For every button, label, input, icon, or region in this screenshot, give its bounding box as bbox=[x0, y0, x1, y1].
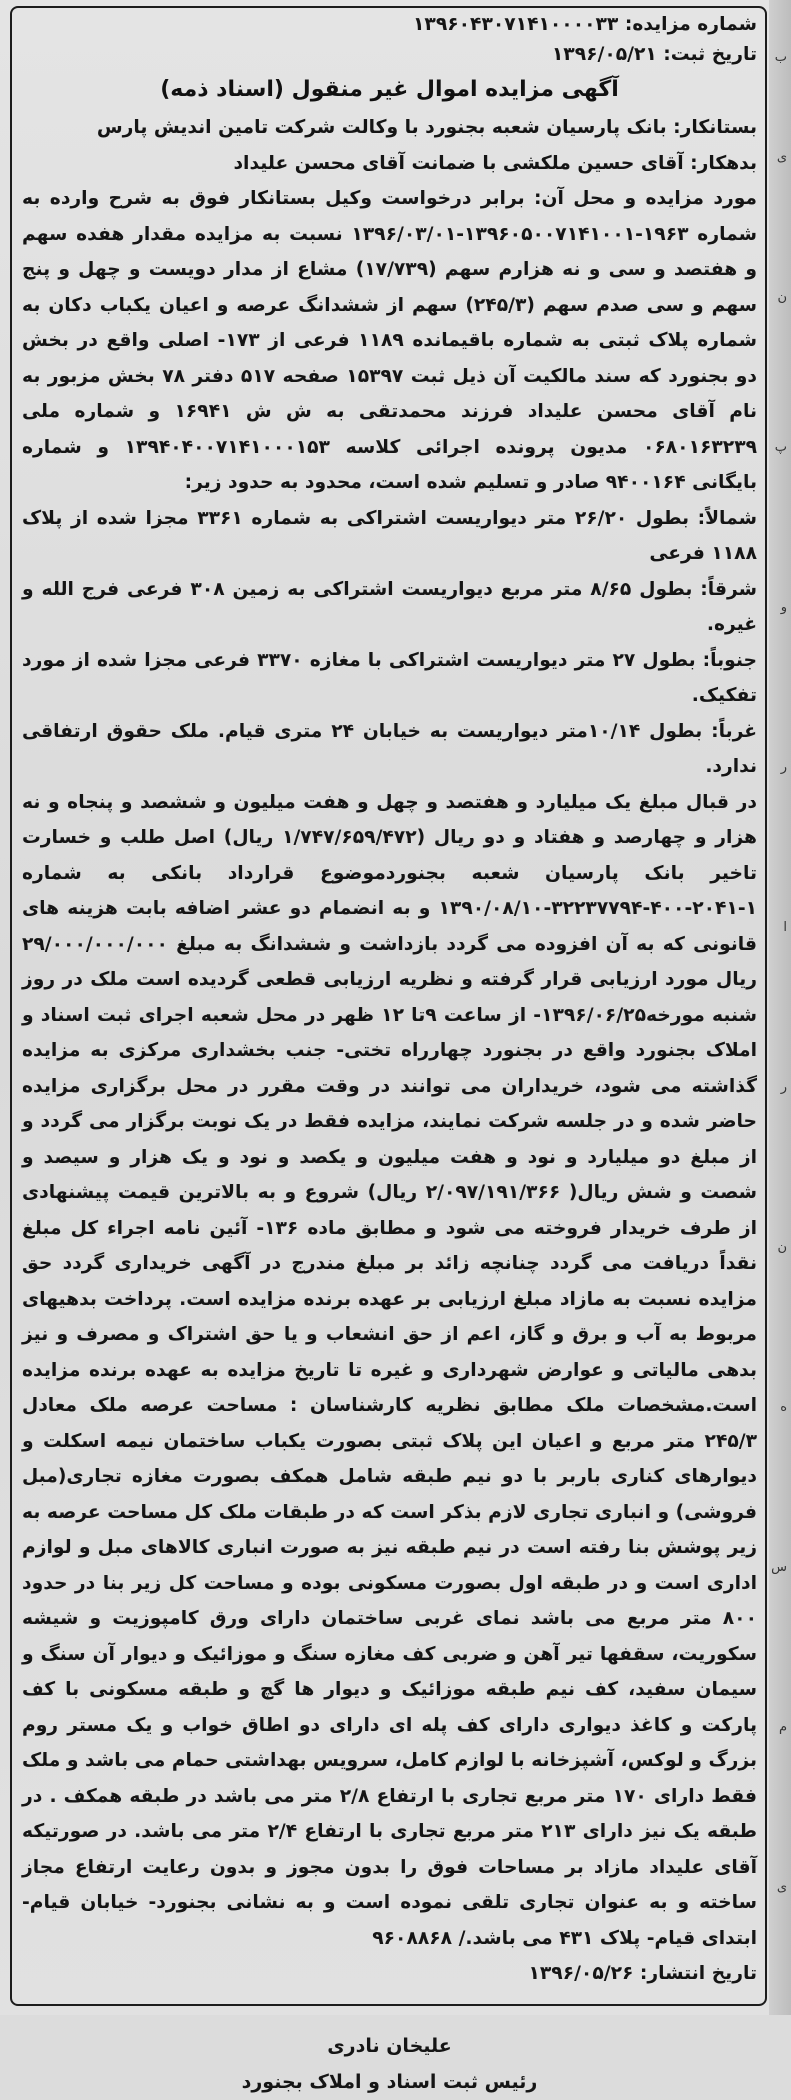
auction-terms-paragraph: در قبال مبلغ یک میلیارد و هفتصد و چهل و هفت میلیون و ششصد و پنجاه و نه هزار و چهارصد و هفتاد و دو ریال (۱/۷۴۷/۶۵۹/۴۷۲ ریال) اصل طلب و خسارت تاخیر بانک پارسیان شعبه بجنوردموضوع قرارداد بانکی به شماره ۱-۲۰۴۱-۴۰۰-۳۲۲۳۷۷۹۴-۱۳۹۰/۰۸/۱۰ و به انضمام دو عشر اضافه بابت هزینه های قانونی که به آن افزوده می گردد بازداشت و ششدانگ به مبلغ ۲۹/۰۰۰/۰۰۰/۰۰۰ ریال مورد ارزیابی قرار گرفته و نظریه ارزیابی قطعی گردیده است ملک در روز شنبه مورخه۱۳۹۶/۰۶/۲۵- از ساعت ۹تا ۱۲ ظهر در محل شعبه اجرای ثبت اسناد و املاک بجنورد واقع در بجنورد چهارراه تختی- جنب بخشداری مرکزی به مزایده گذاشته می شود، خریداران می توانند در وقت مقرر در محل برگزاری مزایده حاضر شده و در جلسه شرکت نمایند، مزایده فقط در یک نوبت برگزار می گردد و از مبلغ دو میلیارد و نود و هفت میلیون و یکصد و نود و یک هزار و سیصد و شصت و شش ریال( ۲/۰۹۷/۱۹۱/۳۶۶ ریال) شروع و به بالاترین قیمت پیشنهادی از طرف خریدار فروخته می شود و مطابق ماده ۱۳۶- آئین نامه اجراء کل مبلغ نقداً دریافت می گردد چنانچه زائد بر مبلغ مندرج در آگهی خریداری گردد حق مزایده نسبت به مازاد مبلغ ارزیابی بر عهده برنده مزایده است. پرداخت بدهیهای مربوط به آب و برق و گاز، اعم از حق انشعاب و یا حق اشتراک و مصرف و نیز بدهی مالیاتی و عوارض شهرداری و غیره تا تاریخ مزایده به عهده برنده مزایده است.مشخصات ملک مطابق نظریه کارشناسان : مساحت عرصه ملک معادل ۲۴۵/۳ متر مربع و اعیان این پلاک ثبتی بصورت یکباب ساختمان نیمه اسکلت و دیوارهای کناری باربر با دو نیم طبقه شامل همکف بصورت مغازه تجاری(مبل فروشی) و انباری تجاری لازم بذکر است که در طبقات ملک کل مساحت عرصه به زیر پوشش بنا رفته است در نیم طبقه نیز به صورت انباری کالاهای مبل و لوازم اداری است و در طبقه اول بصورت مسکونی بوده و مساحت کل زیر بنا در حدود ۸۰۰ متر مربع می باشد نمای غربی ساختمان دارای ورق کامپوزیت و شیشه سکوریت، سقفها تیر آهن و ضربی کف مغازه سنگ و موزائیک و دیوار آن سنگ و سیمان سفید، کف نیم طبقه موزائیک و دیوار ها گچ و طبقه مسکونی با کف پارکت و کاغذ دیواری دارای کف پله ای دارای دو اطاق خواب و یک مستر روم بزرگ و لوکس، آشپزخانه با لوازم کامل، سرویس بهداشتی حمام می باشد و ملک فقط دارای ۱۷۰ متر مربع تجاری با ارتفاع ۲/۸ متر می باشد در طبقه همکف . در طبقه یک نیز دارای ۲۱۳ متر مربع تجاری با ارتفاع ۲/۴ متر می باشد. در صورتیکه آقای علیداد مازاد بر مساحات فوق را بدون مجوز و بدون رعایت ارتفاع مجاز ساخته و به عنوان تجاری تلقی نموده است و به نشانی بجنورد- خیابان قیام- ابتدای قیام- پلاک ۴۳۱ می باشد./ ۹۶۰۸۸۶۸ bbox=[22, 791, 757, 1949]
creditor-line: بستانکار: بانک پارسیان شعبه بجنورد با وکالت شرکت تامین اندیش پارس bbox=[96, 117, 757, 138]
bound-north: شمالاً: بطول ۲۶/۲۰ متر دیواریست اشتراکی به شماره ۳۳۶۱ مجزا شده از پلاک ۱۱۸۸ فرعی bbox=[22, 507, 757, 564]
margin-char: ا bbox=[783, 920, 787, 935]
adjacent-column-edge bbox=[769, 0, 791, 2015]
signature-block bbox=[22, 2028, 757, 2100]
margin-char: س bbox=[771, 1560, 787, 1575]
notice-title: آگهی مزایده اموال غیر منقول (اسناد ذمه) bbox=[160, 77, 619, 102]
publication-date: تاریخ انتشار: ۱۳۹۶/۰۵/۲۶ bbox=[528, 1963, 757, 1984]
bound-south: جنوباً: بطول ۲۷ متر دیواریست اشتراکی با مغازه ۳۳۷۰ فرعی مجزا شده از مورد تفکیک. bbox=[22, 649, 757, 706]
margin-char: ن bbox=[777, 1240, 787, 1255]
margin-char: ی bbox=[776, 1880, 787, 1895]
auction-number: شماره مزایده: ۱۳۹۶۰۴۳۰۷۱۴۱۰۰۰۰۳۳ bbox=[413, 14, 757, 35]
margin-char: ر bbox=[780, 760, 787, 775]
margin-char: ر bbox=[780, 1080, 787, 1095]
debtor-line: بدهکار: آقای حسین ملکشی با ضمانت آقای محسن علیداد bbox=[233, 152, 757, 174]
registration-date: تاریخ ثبت: ۱۳۹۶/۰۵/۲۱ bbox=[551, 44, 757, 65]
margin-char: م bbox=[778, 1720, 787, 1735]
auction-subject-paragraph: مورد مزایده و محل آن: برابر درخواست وکیل بستانکار فوق به شرح وارده به شماره ۱۹۶۳-۱۳۹۶۰۵۰۰۷۱۴۱۰۰۱-۱۳۹۶/۰۳/۰۱ نسبت به مزایده مقدار هفده سهم و هفتصد و سی و نه هزارم سهم (۱۷/۷۳۹) مشاع از مدار دویست و چهل و پنج سهم و سی صدم سهم (۲۴۵/۳) سهم از ششدانگ عرصه و اعیان یکباب دکان به شماره پلاک ثبتی به شماره باقیمانده ۱۱۸۹ فرعی از ۱۷۳- اصلی واقع در بخش دو بجنورد که سند مالکیت آن ذیل ثبت ۱۵۳۹۷ صفحه ۵۱۷ دفتر ۷۸ بخش مزبور به نام آقای محسن علیداد فرزند محمدتقی به ش ش ۱۶۹۴۱ و شماره ملی ۰۶۸۰۱۶۳۲۳۹ مدیون پرونده اجرائی کلاسه ۱۳۹۴۰۴۰۰۷۱۴۱۰۰۰۱۵۳ و شماره بایگانی ۹۴۰۰۱۶۴ صادر و تسلیم شده است، محدود به حدود زیر: bbox=[22, 188, 758, 493]
margin-char: و bbox=[780, 600, 787, 615]
signer-position: رئیس ثبت اسناد و املاک بجنورد bbox=[241, 2070, 538, 2093]
margin-char: ی bbox=[776, 150, 787, 165]
signer-name: علیخان نادری bbox=[327, 2034, 452, 2057]
notice-content bbox=[22, 10, 757, 2100]
bound-east: شرقاً: بطول ۸/۶۵ متر مربع دیواریست اشتراکی به زمین ۳۰۸ فرعی فرج الله و غیره. bbox=[22, 578, 757, 635]
margin-char: ه bbox=[780, 1400, 787, 1415]
margin-char: ب bbox=[774, 50, 787, 65]
bound-west: غرباً: بطول ۱۰/۱۴متر دیواریست به خیابان ۲۴ متری قیام. ملک حقوق ارتفاقی ندارد. bbox=[22, 720, 757, 777]
margin-char: ن bbox=[777, 290, 787, 305]
margin-char: پ bbox=[774, 440, 787, 455]
